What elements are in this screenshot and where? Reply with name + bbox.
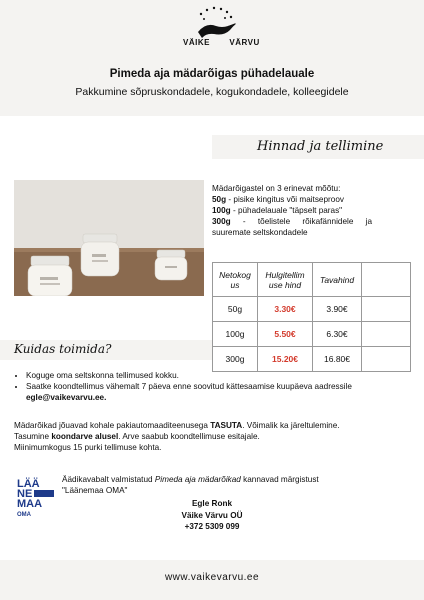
contact-company: Väike Värvu OÜ <box>181 510 243 520</box>
header-net-weight: Netokog us <box>213 263 258 297</box>
brand-wordmark <box>183 38 260 47</box>
badge-line-4: OMA <box>17 512 31 518</box>
cell-net: 300g <box>213 347 258 372</box>
table-row <box>213 297 411 322</box>
badge-line-3: MAA <box>17 498 43 510</box>
cell-bulk-price: 15.20€ <box>258 347 313 372</box>
minimum-line: Miinimumkogus 15 purki tellimuse kohta. <box>14 443 162 452</box>
cell-extra <box>362 297 411 322</box>
order-email-link[interactable]: egle@vaikevarvu.ee. <box>26 393 107 402</box>
header-bulk-price: Hulgitellim use hind <box>258 263 313 297</box>
contact-phone[interactable]: +372 5309 099 <box>184 522 240 531</box>
quality-line-2: "Läänemaa OMA" <box>62 486 128 495</box>
quality-label-note <box>62 474 422 496</box>
price-table <box>212 262 411 372</box>
price-table-header <box>213 263 411 297</box>
cell-net: 100g <box>213 322 258 347</box>
badge-line-2: NE <box>17 488 33 500</box>
size-item-100g: 100g - pühadelauale "täpselt paras" <box>212 206 343 215</box>
page-subtitle: Pakkumine sõpruskondadele, kogukondadele, kolleegidele <box>75 86 349 98</box>
page-title: Pimeda aja mädarõigas pühadelauale <box>109 68 315 80</box>
size-intro: Mädarõigastel on 3 erinevat mõõtu: <box>212 184 341 193</box>
header-empty <box>362 263 411 297</box>
brand-line-2: VÄRVU <box>229 38 260 47</box>
delivery-line: Mädarõikad jõuavad kohale pakiautomaaditeenusega TASUTA. Võimalik ka järeltulemine. <box>14 421 340 430</box>
cell-bulk-price: 3.30€ <box>258 297 313 322</box>
order-steps <box>14 370 406 403</box>
badge-line-1: LÄÄ <box>17 478 40 490</box>
prices-heading: Hinnad ja tellimine <box>257 139 384 154</box>
size-item-300g: 300g - tõelistele rõikafännidele ja suuremate seltskondadele <box>212 217 372 237</box>
list-item: • Saatke koondtellimus vähemalt 7 päeva enne soovitud kättesaamise kuupäeva aadressile egle@vaikevarvu.ee. <box>26 381 406 403</box>
contact-name: Egle Ronk <box>191 499 233 508</box>
cell-bulk-price: 5.50€ <box>258 322 313 347</box>
table-row <box>213 347 411 372</box>
table-row <box>213 322 411 347</box>
quality-line-1: Äädikavabalt valmistatud Pimeda aja mädarõikad kannavad märgistust <box>62 475 319 484</box>
size-description <box>212 183 372 238</box>
cell-extra <box>362 322 411 347</box>
cell-regular-price: 6.30€ <box>313 322 362 347</box>
cell-net: 50g <box>213 297 258 322</box>
cell-regular-price: 16.80€ <box>313 347 362 372</box>
brand-line-1: VÄIKE <box>183 38 210 47</box>
list-item: • Koguge oma seltskonna tellimused kokku. <box>26 370 406 381</box>
laanemaa-oma-badge <box>14 475 58 519</box>
delivery-info <box>14 420 414 453</box>
payment-line: Tasumine koondarve alusel. Arve saabub koondtellimuse esitajale. <box>14 432 260 441</box>
product-photo <box>14 180 204 296</box>
contact-block <box>150 498 274 533</box>
header-regular-price: Tavahind <box>313 263 362 297</box>
cell-regular-price: 3.90€ <box>313 297 362 322</box>
horseradish-jars-image <box>14 180 204 296</box>
website-link[interactable]: www.vaikevarvu.ee <box>164 572 260 583</box>
how-heading: Kuidas toimida? <box>14 342 112 356</box>
cell-extra <box>362 347 411 372</box>
size-item-50g: 50g - pisike kingitus või maitseproov <box>212 195 344 204</box>
